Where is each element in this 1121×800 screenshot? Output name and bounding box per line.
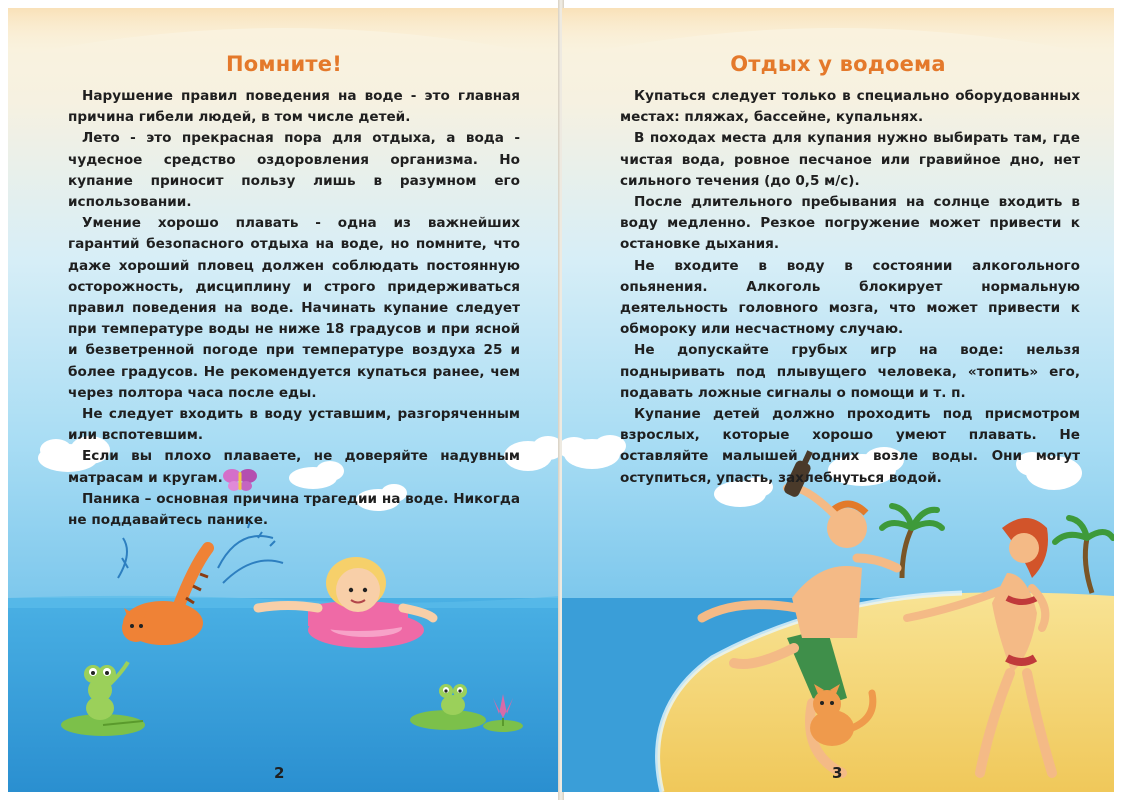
paragraph: После длительного пребывания на солнце входить в воду медленно. Резкое погружение может привести к остановке дыхания. <box>620 194 1080 253</box>
right-page <box>562 8 1114 792</box>
left-page <box>8 8 560 792</box>
paragraph: Лето - это прекрасная пора для отдыха, а вода - чудесное средство оздоровления организма. Но купание приносит пользу лишь в разумном его использовании. <box>68 130 520 211</box>
left-text-block <box>68 86 520 531</box>
page-number: 2 <box>274 764 285 782</box>
page-number: 3 <box>832 764 843 782</box>
paragraph: Не следует входить в воду уставшим, разгоряченным или вспотевшим. <box>68 406 520 444</box>
page-title: Помните! <box>226 52 342 76</box>
paragraph: Умение хорошо плавать - одна из важнейших гарантий безопасного отдыха на воде, но помните, что даже хороший пловец должен соблюдать постоянную осторожность, дисциплину и строго придерживаться правил поведения на воде. Начинать купание следует при температуре воды не ниже 18 градусов и при ясной и безветренной погоде при температуре воздуха 25 и более градусов. Не рекомендуется купаться ранее, чем через полтора часа после еды. <box>68 215 520 401</box>
paragraph: В походах места для купания нужно выбирать там, где чистая вода, ровное песчаное или гравийное дно, нет сильного течения (до 0,5 м/с). <box>620 130 1080 189</box>
paragraph: Не входите в воду в состоянии алкогольного опьянения. Алкоголь блокирует нормальную деятельность головного мозга, что может привести к обмороку или несчастному случаю. <box>620 257 1080 338</box>
paragraph: Если вы плохо плаваете, не доверяйте надувным матрасам и кругам. <box>68 448 520 486</box>
paragraph: Не допускайте грубых игр на воде: нельзя подныривать под плывущего человека, «топить» его, подавать ложные сигналы о помощи и т. п. <box>620 342 1080 401</box>
paragraph: Паника – основная причина трагедии на воде. Никогда не поддавайтесь панике. <box>68 490 520 529</box>
paragraph: Купание детей должно проходить под присмотром взрослых, которые хорошо умеют плавать. Не оставляйте малышей одних возле воды. Они могут оступиться, упасть, захлебнуться водой. <box>620 406 1080 486</box>
paragraph: Нарушение правил поведения на воде - это главная причина гибели людей, в том числе детей. <box>68 88 520 126</box>
page-title: Отдых у водоема <box>730 52 946 76</box>
right-text-block <box>620 86 1080 489</box>
paragraph: Купаться следует только в специально оборудованных местах: пляжах, бассейне, купальнях. <box>620 88 1080 126</box>
